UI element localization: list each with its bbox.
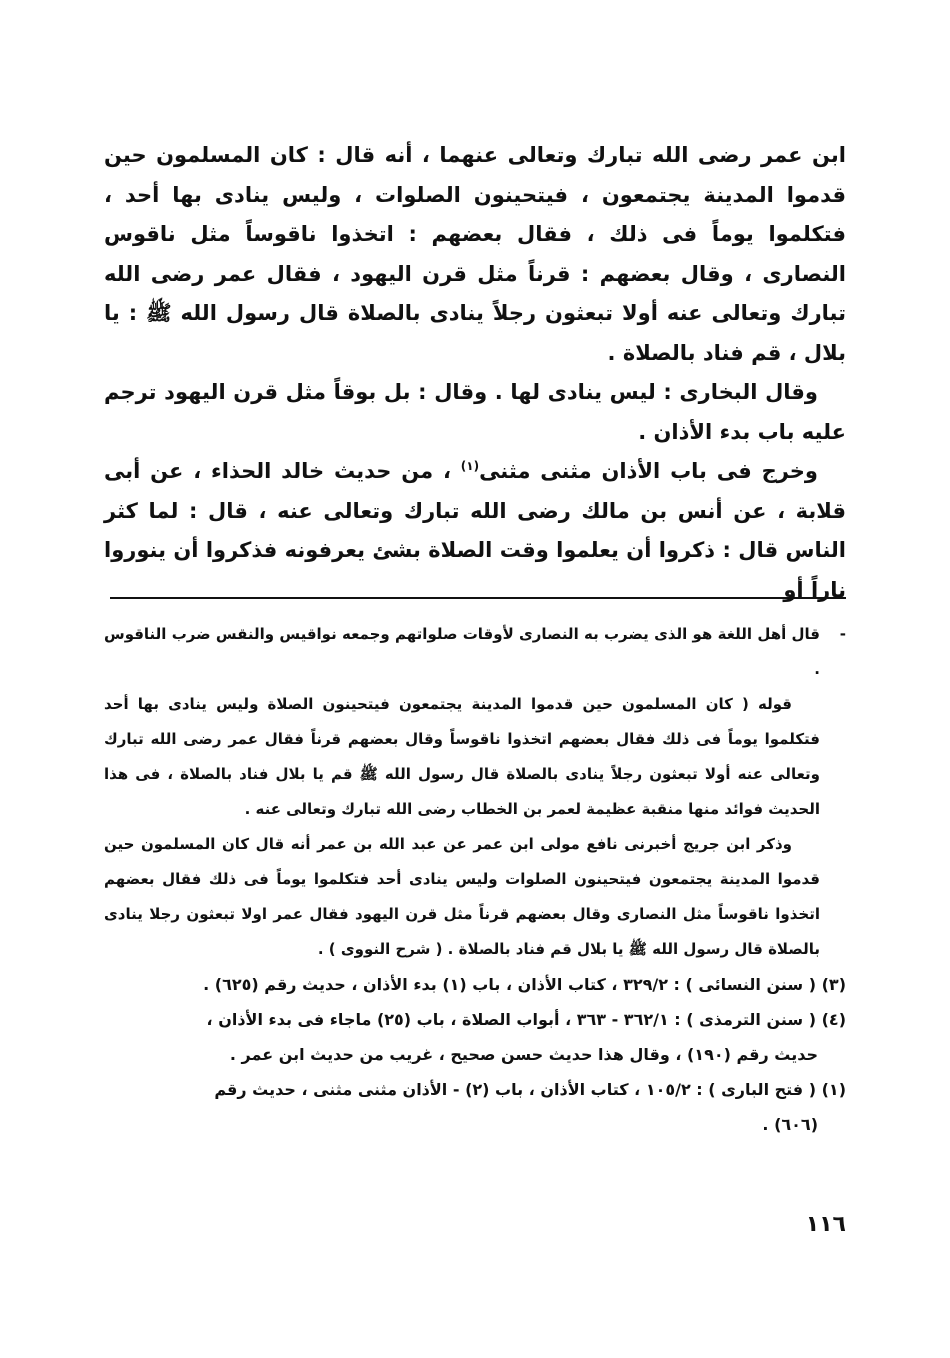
- footnote-note-3: وذكر ابن جريج أخبرنى نافع مولى ابن عمر عن عبد الله بن عمر أنه قال كان المسلمون حين قدموا المدينة يجتمعون فيتحينون الصلوات وليس ينادى أحد فتكلموا يوماً فى ذلك فقال بعضهم اتخذوا ناقوساً مثل النصارى وقال بعضهم قرناً مثل قرن اليهود فقال عمر اولا تبعثون رجلا ينادى بالصلاة قال رسول الله ﷺ يا بلال قم فناد بالصلاة . ( شرح النووى ) .: [104, 835, 820, 958]
- main-paragraph-3: [104, 452, 846, 610]
- footnote-ref-1: [104, 1072, 846, 1142]
- main-paragraph-1: ابن عمر رضى الله تبارك وتعالى عنهما ، أنه قال : كان المسلمون حين قدموا المدينة يجتمعون ، فيتحينون الصلوات ، وليس ينادى بها أحد ، فتكلموا يوماً فى ذلك ، فقال بعضهم : اتخذوا ناقوساً مثل ناقوس النصارى ، وقال بعضهم : قرناً مثل قرن اليهود ، فقال عمر رضى الله تبارك وتعالى عنه أولا تبعثون رجلاً ينادى بالصلاة قال رسول الله ﷺ : يا بلال ، قم فناد بالصلاة .: [104, 143, 846, 365]
- main-paragraph-3-start: وخرج فى باب الأذان مثنى مثنى: [479, 459, 818, 483]
- footnote-ref-3: (٣) ( سنن النسائى ) : ٣٢٩/٢ ، كتاب الأذان ، باب (١) بدء الأذان ، حديث رقم (٦٢٥) .: [203, 975, 846, 994]
- main-paragraph-3-rest: ، من حديث خالد الحذاء ، عن أبى قلابة ، عن أنس بن مالك رضى الله تبارك وتعالى عنه ، قال : لما كثر الناس قال : ذكروا أن يعلموا وقت الصلاة بشئ يعرفونه فذكروا أن ينوروا ناراً أو: [104, 459, 846, 602]
- footnote-ref-1-line-2: (٦٠٦) .: [762, 1115, 818, 1134]
- footnote-note-1: [104, 617, 846, 687]
- footnotes-block: [104, 617, 846, 1142]
- footnote-dash: -: [839, 625, 846, 643]
- footnote-note-2: قوله ( كان المسلمون حين قدموا المدينة يجتمعون فيتحينون الصلاة وليس ينادى بها أحد فتكلموا يوماً فى ذلك فقال بعضهم اتخذوا ناقوساً وقال بعضهم قرناً فقال عمر رضى الله تبارك وتعالى عنه أولا تبعثون رجلاً ينادى بالصلاة قال رسول الله ﷺ قم يا بلال فناد بالصلاة ، فى هذا الحديث فوائد منها منقبة عظيمة لعمر بن الخطاب رضى الله تبارك وتعالى عنه .: [104, 695, 820, 818]
- footnote-separator: [110, 597, 846, 599]
- footnote-ref-4-line-2: حديث رقم (١٩٠) ، وقال هذا حديث حسن صحيح ، غريب من حديث ابن عمر .: [229, 1045, 818, 1064]
- footnote-ref-4-line-1: (٤) ( سنن الترمذى ) : ٣٦٢/١ - ٣٦٣ ، أبواب الصلاة ، باب (٢٥) ماجاء فى بدء الأذان ،: [206, 1010, 846, 1029]
- footnote-note-1-text: قال أهل اللغة هو الذى يضرب به النصارى لأوقات صلواتهم وجمعه نواقيس والنقس ضرب الناقوس .: [104, 625, 820, 678]
- page-number: ١١٦: [805, 1212, 846, 1237]
- footnote-ref-1-line-1: (١) ( فتح البارى ) : ١٠٥/٢ ، كتاب الأذان ، باب (٢) - الأذان مثنى مثنى ، حديث رقم: [214, 1080, 846, 1099]
- footnote-marker: (١): [460, 459, 480, 473]
- footnote-ref-4: [104, 1002, 846, 1072]
- main-text-block: [104, 136, 846, 610]
- main-paragraph-2: وقال البخارى : ليس ينادى لها . وقال : بل بوقاً مثل قرن اليهود ترجم عليه باب بدء الأذان .: [104, 380, 846, 444]
